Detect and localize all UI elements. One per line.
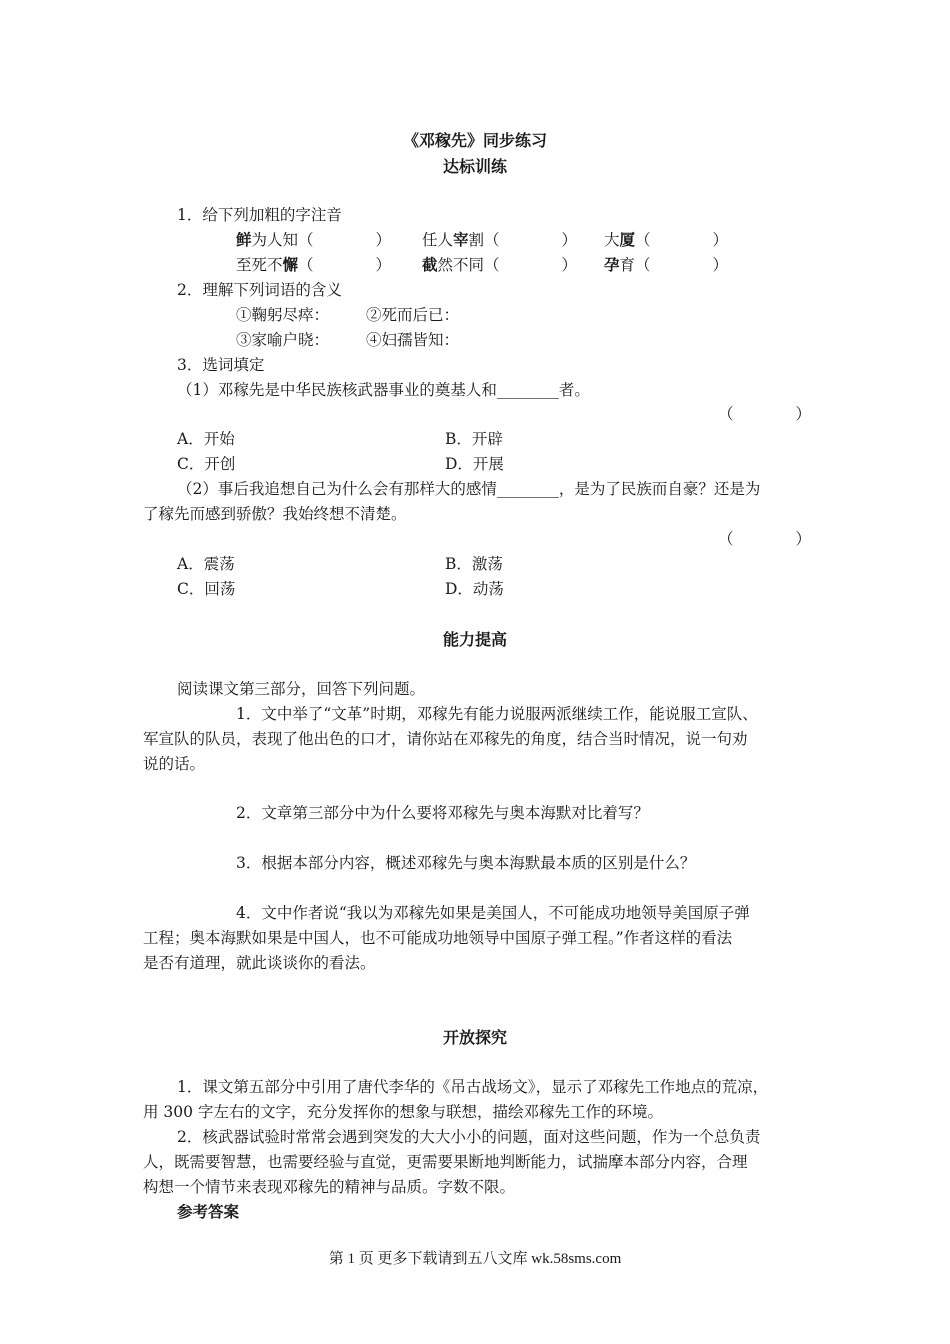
s2-q4-line: 是否有道理，就此谈谈你的看法。 [143, 954, 376, 972]
s2-q1-line: 说的话。 [143, 755, 206, 773]
pinyin-item-2 [422, 228, 577, 250]
section-heading-standard-training: 达标训练 [442, 157, 507, 176]
item-prefix: 任人 [422, 231, 454, 249]
pinyin-item-4 [236, 253, 391, 275]
bold-char: 孕 [604, 255, 620, 274]
term-item: ②死而后已： [366, 306, 460, 324]
answer-paren: （ ） [718, 530, 812, 548]
item-prefix: 大 [604, 231, 620, 249]
item-text: （ ） [298, 256, 392, 274]
page-footer: 第 1 页 更多下载请到五八文库 wk.58sms.com [328, 1251, 622, 1267]
s3-q2-line: 2．核武器试验时常常会遇到突发的大大小小的问题，面对这些问题，作为一个总负责 [177, 1128, 761, 1146]
pinyin-item-3 [604, 228, 728, 250]
q2-prompt: 2．理解下列词语的含义 [177, 281, 342, 299]
bold-char: 懈 [282, 255, 299, 274]
q3-prompt: 3．选词填定 [177, 356, 265, 374]
q3-sub2-line1: （2）事后我追想自己为什么会有那样大的感情________，是为了民族而自豪？还是为 [177, 480, 761, 498]
s3-q2-line: 人，既需要智慧，也需要经验与直觉，更需要果断地判断能力，试揣摩本部分内容，合理 [143, 1153, 748, 1171]
item-text: （ ） [635, 231, 729, 249]
option-d: D．动荡 [445, 580, 504, 598]
item-text: 为人知（ ） [251, 231, 392, 249]
pinyin-item-1 [236, 228, 391, 250]
option-c: C．回荡 [177, 580, 236, 598]
q3-sub2-line2: 了稼先而感到骄傲？我始终想不清楚。 [143, 505, 407, 523]
option-c: C．开创 [177, 455, 236, 473]
pinyin-item-5 [422, 253, 577, 275]
q1-prompt: 1．给下列加粗的字注音 [177, 206, 342, 224]
term-item: ①鞠躬尽瘁： [236, 306, 330, 324]
option-a: A．开始 [177, 430, 235, 448]
item-text: 割（ ） [468, 231, 578, 249]
s2-q3: 3．根据本部分内容，概述邓稼先与奥本海默最本质的区别是什么？ [236, 854, 696, 872]
bold-char: 鲜 [236, 230, 252, 249]
answer-paren: （ ） [718, 405, 812, 423]
s3-q1-line: 1．课文第五部分中引用了唐代李华的《吊古战场文》，显示了邓稼先工作地点的荒凉， [177, 1078, 769, 1096]
option-b: B．开辟 [445, 430, 503, 448]
page-title: 《邓稼先》同步练习 [402, 131, 547, 150]
option-a: A．震荡 [177, 555, 235, 573]
section-heading-ability: 能力提高 [442, 630, 507, 649]
s3-q1-line: 用 300 字左右的文字，充分发挥你的想象与联想，描绘邓稼先工作的环境。 [143, 1103, 663, 1121]
item-text: 然不同（ ） [437, 256, 578, 274]
answers-heading: 参考答案 [177, 1202, 240, 1221]
bold-char: 厦 [619, 230, 636, 249]
pinyin-item-6 [604, 253, 728, 275]
s2-q4-line: 工程；奥本海默如果是中国人，也不可能成功地领导中国原子弹工程。”作者这样的看法 [143, 929, 733, 947]
s2-q1-line: 军宣队的队员，表现了他出色的口才，请你站在邓稼先的角度，结合当时情况，说一句劝 [143, 730, 748, 748]
s2-q1-line: 1．文中举了“文革”时期，邓稼先有能力说服两派继续工作，能说服工宣队、 [236, 705, 758, 723]
item-prefix: 至死不 [236, 256, 283, 274]
section-heading-open-inquiry: 开放探究 [442, 1028, 507, 1047]
bold-char: 宰 [453, 230, 469, 249]
section2-intro: 阅读课文第三部分，回答下列问题。 [177, 680, 426, 698]
item-text: 育（ ） [619, 256, 729, 274]
option-b: B．激荡 [445, 555, 503, 573]
s2-q2: 2．文章第三部分中为什么要将邓稼先与奥本海默对比着写？ [236, 804, 649, 822]
s3-q2-line: 构想一个情节来表现邓稼先的精神与品质。字数不限。 [143, 1178, 516, 1196]
option-d: D．开展 [445, 455, 504, 473]
term-item: ③家喻户晓： [236, 331, 330, 349]
term-item: ④妇孺皆知： [366, 331, 460, 349]
q3-sub1-text: （1）邓稼先是中华民族核武器事业的奠基人和________者。 [177, 381, 590, 399]
s2-q4-line: 4．文中作者说“我以为邓稼先如果是美国人，不可能成功地领导美国原子弹 [236, 904, 750, 922]
bold-char: 截 [422, 255, 438, 274]
